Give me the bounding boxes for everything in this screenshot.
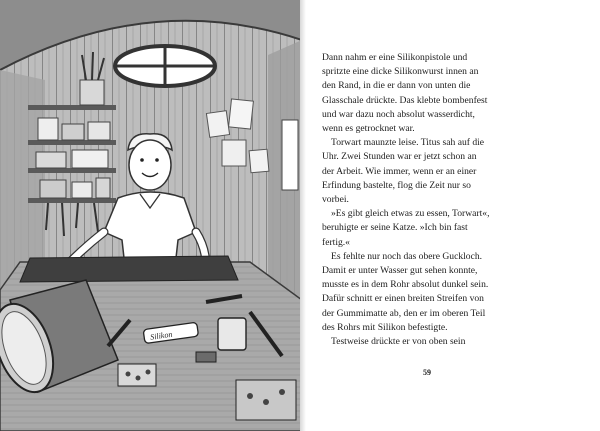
text-line: den Rand, in die er dann von unten die: [322, 80, 471, 92]
text-line: spritzte eine dicke Silikonwurst innen an: [322, 66, 479, 78]
page-number: 59: [423, 368, 431, 377]
text-line: beruhigte er seine Katze. »Ich bin fast: [322, 222, 468, 234]
text-line: Dafür schnitt er einen breiten Streifen von: [322, 293, 484, 305]
workbench: [0, 256, 302, 431]
oval-window: [115, 46, 215, 86]
text-line: Dann nahm er eine Silikonpistole und: [322, 52, 468, 63]
text-line: des Rohrs mit Silikon befestigte.: [322, 321, 448, 333]
text-line: Torwart maunzte leise. Titus sah auf die: [331, 137, 485, 149]
text-line: Damit er unter Wasser gut sehen konnte,: [322, 265, 478, 277]
text-line: Testweise drückte er von oben sein: [331, 336, 466, 348]
silikon-tube-label: Silikon: [149, 329, 173, 342]
text-line: der Arbeit. Wie immer, wenn er an einer: [322, 165, 477, 177]
text-line: wenn es getrocknet war.: [322, 123, 415, 135]
text-line: vorbei.: [322, 194, 349, 206]
text-line: Erfindung bastelte, flog die Zeit nur so: [322, 179, 471, 191]
text-line: Glasschale drückte. Das klebte bombenfest: [322, 94, 488, 106]
right-page: [306, 0, 600, 431]
text-line: Uhr. Zwei Stunden war er jetzt schon an: [322, 151, 477, 163]
text-line: Es fehlte nur noch das obere Guckloch.: [331, 250, 483, 262]
text-line: und war dazu noch absolut wasserdicht,: [322, 108, 475, 120]
text-line: fertig.«: [322, 236, 350, 248]
text-line: musste es in dem Rohr absolut dunkel sein.: [322, 279, 489, 291]
text-line: der Gummimatte ab, den er im oberen Teil: [322, 307, 486, 319]
story-text: [322, 51, 520, 349]
text-line: »Es gibt gleich etwas zu essen, Torwart«,: [331, 208, 490, 220]
